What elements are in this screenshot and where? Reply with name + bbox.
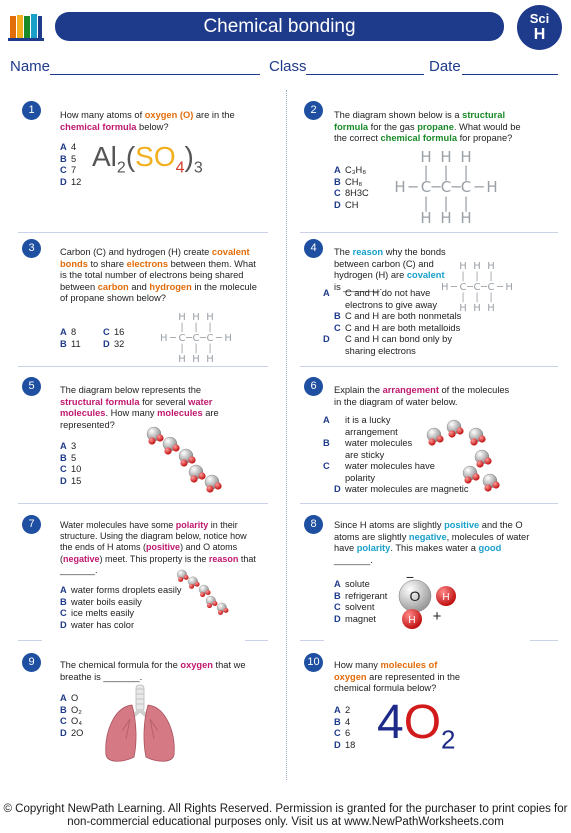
hydrogen-label: H xyxy=(442,592,450,603)
badge-subject: Sci xyxy=(529,11,550,26)
question-number: 9 xyxy=(22,653,41,672)
option-c[interactable]: C 16 xyxy=(103,327,125,337)
option-b[interactable]: B 4 xyxy=(334,716,351,727)
hydrogen-atom xyxy=(190,475,197,482)
hydrogen-atom xyxy=(200,592,205,597)
row-divider xyxy=(18,366,268,367)
question-number: 4 xyxy=(304,239,323,258)
question-2-options xyxy=(334,165,394,211)
hydrogen-atom xyxy=(164,447,171,454)
name-field[interactable] xyxy=(50,74,260,75)
hydrogen-atom: H xyxy=(460,148,472,166)
option-d[interactable]: D 12 xyxy=(60,176,82,187)
question-3-text: Carbon (C) and hydrogen (H) create covalent bonds to share electrons between them. What is the total number of electrons being shared between carbon and hydrogen in the molecule of propane shown below? xyxy=(60,247,257,303)
hydrogen-atom: H xyxy=(178,312,186,323)
option-c[interactable]: C 8H3C xyxy=(334,188,369,198)
hydrogen-atom: H xyxy=(441,281,449,293)
water-molecules-chain xyxy=(140,420,235,500)
class-field[interactable] xyxy=(306,74,424,75)
water-polarity-diagram xyxy=(393,572,463,632)
question-5-options xyxy=(60,441,100,487)
bond-vertical: | xyxy=(461,271,465,283)
question-10-text: How many molecules of oxygen are represented in the chemical formula below? xyxy=(334,660,461,693)
bond-vertical: | xyxy=(194,343,198,355)
bond-vertical: | xyxy=(489,292,493,304)
hydrogen-atom: H xyxy=(178,353,186,365)
question-5-text: The diagram below represents the structural formula for several water molecules. How many molecules are represented? xyxy=(60,385,219,430)
name-label: Name xyxy=(10,58,51,75)
hydrogen-atom xyxy=(448,430,455,437)
carbon-atom: C xyxy=(440,178,452,197)
option-a[interactable]: A C₃H₈ xyxy=(334,165,367,175)
bond-horizontal: ─ xyxy=(408,178,418,197)
bond-vertical: | xyxy=(463,193,469,212)
hydrogen-atom: H xyxy=(487,261,495,272)
question-number: 3 xyxy=(22,239,41,258)
row-divider xyxy=(300,503,558,504)
row-divider xyxy=(245,640,268,641)
hydrogen-atom xyxy=(148,437,155,444)
question-6-text: Explain the arrangement of the molecules in the diagram of water below. xyxy=(334,385,510,407)
hydrogen-atom: H xyxy=(206,312,214,323)
footer-line-2: non-commercial educational purposes only. Visit us at www.NewPathWorksheets.com xyxy=(67,816,504,828)
option-b[interactable]: B water molecules are sticky xyxy=(323,438,413,460)
bond-horizontal: ─ xyxy=(216,332,223,344)
page-title: Chemical bonding xyxy=(55,12,504,41)
hydrogen-atom xyxy=(195,582,200,587)
hydrogen-atom: H xyxy=(440,208,452,227)
class-label: Class xyxy=(269,58,307,75)
hydrogen-atom xyxy=(156,434,163,441)
option-d[interactable]: D 15 xyxy=(60,475,82,486)
hydrogen-atom xyxy=(470,438,477,445)
hydrogen-atom: H xyxy=(420,208,432,227)
option-c[interactable]: C C and H are both metalloids xyxy=(334,322,461,333)
hydrogen-atom xyxy=(212,601,217,606)
water-molecules-chain xyxy=(170,565,240,620)
option-b[interactable]: B refrigerant xyxy=(334,590,388,601)
hydrogen-atom xyxy=(207,603,212,608)
option-b[interactable]: B CH₈ xyxy=(334,176,363,187)
question-9-options xyxy=(60,693,100,739)
option-c[interactable]: C 6 xyxy=(334,728,351,738)
bond-horizontal: ─ xyxy=(451,178,461,197)
hydrogen-atom xyxy=(214,482,221,489)
bond-horizontal: ─ xyxy=(466,281,474,293)
option-a[interactable]: A C and H do not have electrons to give away xyxy=(323,288,437,310)
book-logo-icon xyxy=(8,12,44,42)
bond-vertical: | xyxy=(423,193,429,212)
bond-vertical: | xyxy=(180,343,184,355)
bond-horizontal: ─ xyxy=(431,178,441,197)
carbon-atom: C xyxy=(487,281,495,293)
option-b[interactable]: B 5 xyxy=(60,153,77,164)
bond-vertical: | xyxy=(489,271,493,283)
student-info-row xyxy=(10,58,561,78)
bond-vertical: | xyxy=(208,322,212,334)
bond-horizontal: ─ xyxy=(480,281,488,293)
row-divider xyxy=(300,232,558,233)
hydrogen-atom: H xyxy=(486,178,498,197)
hydrogen-atom xyxy=(484,484,491,491)
hydrogen-atom xyxy=(206,485,213,492)
row-divider xyxy=(18,640,42,641)
hydrogen-atom: H xyxy=(192,312,200,323)
question-7-text: Water molecules have some polarity in their structure. Using the diagram below, notice how the ends of H atoms (positive) and O atoms (negative) meet. This property is the reason that _______. xyxy=(60,520,256,575)
footer-line-1: © Copyright NewPath Learning. All Rights Reserved. Permission is granted for the purchaser to print copies for xyxy=(3,803,568,815)
question-number: 8 xyxy=(304,515,323,534)
option-a[interactable]: A water forms droplets easily xyxy=(60,585,182,595)
hydrogen-atom xyxy=(180,459,187,466)
carbon-atom: C xyxy=(460,178,472,197)
bond-horizontal: ─ xyxy=(185,332,193,344)
bond-horizontal: ─ xyxy=(497,281,504,293)
option-a[interactable]: A 4 xyxy=(60,142,77,152)
hydrogen-atom xyxy=(472,473,479,480)
bond-horizontal: ─ xyxy=(474,178,484,197)
column-divider xyxy=(286,90,287,780)
option-b[interactable]: B O₂ xyxy=(60,704,82,715)
option-b[interactable]: B C and H are both nonmetals xyxy=(334,311,462,321)
row-divider xyxy=(18,232,268,233)
copyright-footer xyxy=(0,803,571,829)
carbon-atom: C xyxy=(178,332,186,344)
question-number: 7 xyxy=(22,515,41,534)
row-divider xyxy=(18,503,268,504)
option-c[interactable]: C 10 xyxy=(60,464,82,474)
propane-structure-large xyxy=(394,148,498,227)
hydrogen-atom: H xyxy=(459,302,467,314)
bond-horizontal: ─ xyxy=(169,332,176,344)
hydrogen-atom xyxy=(428,438,435,445)
date-field[interactable] xyxy=(462,74,558,75)
option-d[interactable]: D water has color xyxy=(60,619,135,630)
question-2-text: The diagram shown below is a structural formula for the gas propane. What would be the correct chemical formula for propane? xyxy=(334,110,521,143)
hydrogen-atom: H xyxy=(394,178,406,197)
option-c[interactable]: C O₄ xyxy=(60,716,83,726)
row-divider xyxy=(300,640,324,641)
option-b[interactable]: B water boils easily xyxy=(60,596,142,607)
hydrogen-atom xyxy=(172,444,179,451)
badge-level: H xyxy=(533,26,546,43)
bond-horizontal: ─ xyxy=(450,281,457,293)
option-a[interactable]: A 3 xyxy=(60,441,77,451)
row-divider xyxy=(300,366,558,367)
hydrogen-atom: H xyxy=(487,302,495,314)
hydrogen-atom xyxy=(178,577,183,582)
question-number: 6 xyxy=(304,377,323,396)
question-4-text: The reason why the bonds between carbon (C) and hydrogen (H) are covalent is _______. xyxy=(334,247,446,292)
option-d[interactable]: D 2O xyxy=(60,727,84,738)
negative-sign: − xyxy=(405,572,415,585)
carbon-atom: C xyxy=(459,281,467,293)
hydrogen-atom: H xyxy=(192,353,200,365)
hydrogen-atom xyxy=(478,435,485,442)
bond-vertical: | xyxy=(443,193,449,212)
option-d[interactable]: D 18 xyxy=(334,739,356,750)
question-8-text: Since H atoms are slightly positive and the O atoms are slightly negative, molecules of water have polarity. This makes water a good _______. xyxy=(334,520,530,565)
hydrogen-atom: H xyxy=(420,148,432,166)
option-a[interactable]: A 8 xyxy=(60,327,77,337)
option-d[interactable]: D C and H can bond only by sharing electrons xyxy=(323,334,452,356)
lungs-icon xyxy=(100,683,180,765)
hydrogen-label: H xyxy=(408,615,416,626)
positive-sign: + xyxy=(432,608,442,625)
formula-4o2: $4O_2$ xyxy=(377,696,456,755)
question-number: 10 xyxy=(304,653,323,672)
bond-vertical: | xyxy=(180,322,184,334)
option-c[interactable]: C water molecules have polarity xyxy=(323,461,435,483)
bond-horizontal: ─ xyxy=(199,332,207,344)
hydrogen-atom: H xyxy=(505,281,513,293)
option-a[interactable]: A O xyxy=(60,693,79,703)
hydrogen-atom xyxy=(436,435,443,442)
hydrogen-atom xyxy=(484,457,491,464)
option-d[interactable]: D 32 xyxy=(103,338,125,349)
carbon-atom: C xyxy=(473,281,481,293)
question-3-options-left xyxy=(60,327,100,350)
hydrogen-atom xyxy=(188,456,195,463)
option-c[interactable]: C solvent xyxy=(334,602,375,612)
date-label: Date xyxy=(429,58,461,75)
question-4-options xyxy=(323,288,464,357)
bond-vertical: | xyxy=(475,292,479,304)
question-9-text: The chemical formula for the oxygen that we breathe is _______. xyxy=(60,660,246,682)
hydrogen-atom: H xyxy=(473,261,481,272)
hydrogen-atom: H xyxy=(440,148,452,166)
question-number: 5 xyxy=(22,377,41,396)
hydrogen-atom: H xyxy=(224,332,232,344)
propane-structure-small xyxy=(160,312,233,365)
row-divider xyxy=(530,640,558,641)
question-number: 1 xyxy=(22,101,41,120)
option-a[interactable]: A 2 xyxy=(334,705,351,715)
question-10-options xyxy=(334,705,374,751)
hydrogen-atom: H xyxy=(160,332,168,344)
option-a[interactable]: A it is a lucky arrangement xyxy=(323,415,398,437)
water-molecules-chain xyxy=(420,405,515,495)
question-number: 2 xyxy=(304,101,323,120)
hydrogen-atom xyxy=(464,476,471,483)
carbon-atom: C xyxy=(192,332,200,344)
hydrogen-atom xyxy=(476,460,483,467)
hydrogen-atom xyxy=(184,575,189,580)
hydrogen-atom: H xyxy=(460,208,472,227)
option-d[interactable]: D magnet xyxy=(334,613,377,624)
option-d[interactable]: D CH xyxy=(334,199,359,210)
oxygen-label: O xyxy=(409,588,421,604)
bond-vertical: | xyxy=(463,163,469,182)
hydrogen-atom xyxy=(223,608,228,613)
carbon-atom: C xyxy=(206,332,214,344)
subject-badge xyxy=(517,5,562,50)
option-b[interactable]: B 5 xyxy=(60,452,77,463)
bond-vertical: | xyxy=(475,271,479,283)
hydrogen-atom xyxy=(189,584,194,589)
question-1-text: How many atoms of oxygen (O) are in the chemical formula below? xyxy=(60,110,235,132)
option-d[interactable]: D water molecules are magnetic xyxy=(334,484,469,494)
bond-vertical: | xyxy=(443,163,449,182)
option-c[interactable]: C 7 xyxy=(60,165,77,175)
hydrogen-atom: H xyxy=(473,302,481,314)
hydrogen-atom xyxy=(456,427,463,434)
option-a[interactable]: A solute xyxy=(334,579,370,589)
bond-vertical: | xyxy=(194,322,198,334)
option-c[interactable]: C ice melts easily xyxy=(60,608,135,618)
bond-vertical: | xyxy=(423,163,429,182)
question-3-options-right xyxy=(103,327,143,350)
hydrogen-atom xyxy=(218,610,223,615)
hydrogen-atom: H xyxy=(459,261,467,272)
bond-vertical: | xyxy=(461,292,465,304)
hydrogen-atom xyxy=(198,472,205,479)
formula-al2so43: $Al_2(SO_4)_3$ xyxy=(92,141,203,177)
hydrogen-atom: H xyxy=(206,353,214,365)
carbon-atom: C xyxy=(420,178,432,197)
hydrogen-atom xyxy=(206,590,211,595)
bond-vertical: | xyxy=(208,343,212,355)
hydrogen-atom xyxy=(492,481,499,488)
option-b[interactable]: B 11 xyxy=(60,338,81,349)
